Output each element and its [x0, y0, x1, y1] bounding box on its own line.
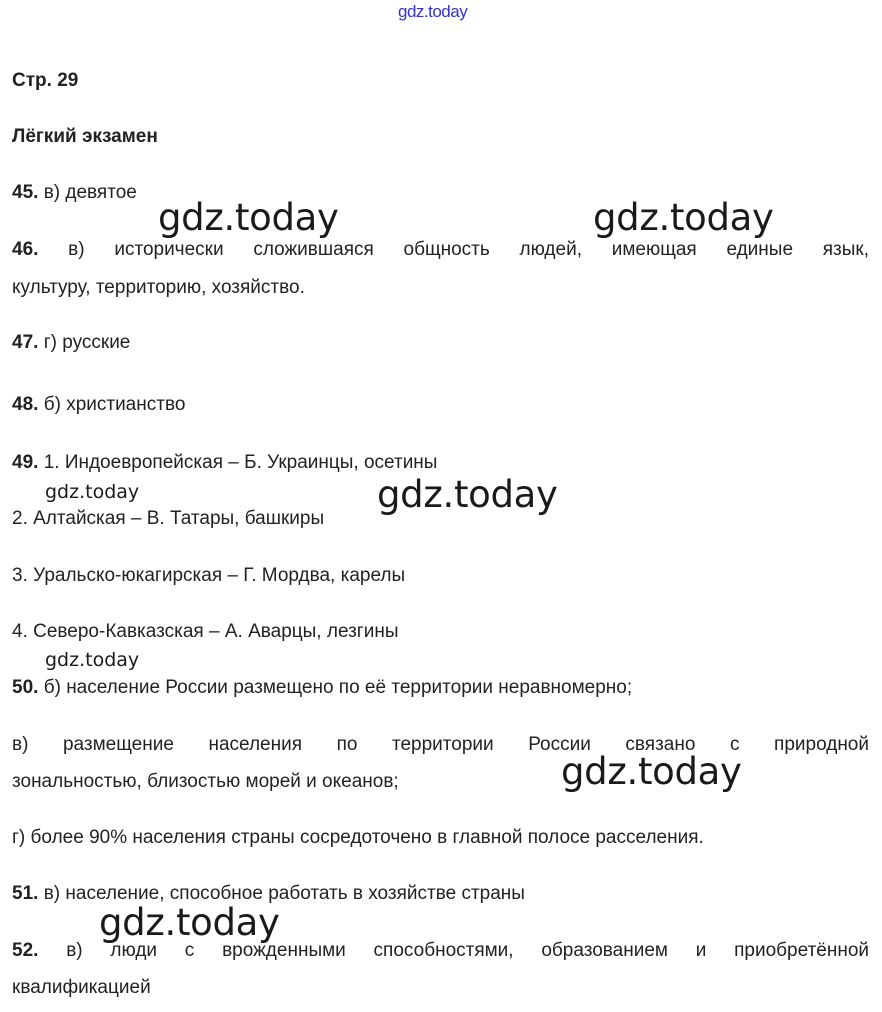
answer-50-g: г) более 90% населения страны сосредоточено в главной полосе расселения. — [12, 827, 704, 848]
answer-number: 50. — [12, 677, 39, 698]
answer-text: в) население, способное работать в хозяйстве страны — [38, 883, 525, 904]
watermark: gdz.today — [593, 196, 774, 239]
section-title: Лёгкий экзамен — [12, 126, 158, 147]
answer-52-line2: квалификацией — [12, 977, 151, 998]
watermark: gdz.today — [561, 750, 742, 793]
answer-45 — [12, 183, 137, 202]
answer-49-item1 — [12, 453, 437, 472]
answer-46-line2: культуру, территорию, хозяйство. — [12, 277, 305, 298]
answer-46-line1 — [12, 240, 869, 259]
watermark: gdz.today — [99, 901, 280, 944]
answer-number: 45. — [12, 182, 39, 203]
answer-number: 48. — [12, 394, 39, 415]
answer-text: в) исторически сложившаяся общность людей, имеющая единые язык, — [68, 239, 869, 260]
answer-text: б) население России размещено по её территории неравномерно; — [38, 677, 633, 698]
answer-text: 1. Индоевропейская – Б. Украинцы, осетины — [38, 452, 438, 473]
page-label: Стр. 29 — [12, 70, 79, 91]
answer-number: 49. — [12, 452, 39, 473]
answer-number: 52. — [12, 940, 39, 961]
watermark: gdz.today — [45, 481, 140, 503]
watermark: gdz.today — [158, 196, 339, 239]
answer-49-item3: 3. Уральско-юкагирская – Г. Мордва, карелы — [12, 565, 406, 586]
answer-48 — [12, 395, 185, 414]
answer-50-v-line2: зональностью, близостью морей и океанов; — [12, 771, 399, 792]
answer-text: г) русские — [38, 332, 131, 353]
answer-text: в) девятое — [38, 182, 137, 203]
answer-text: в) люди с врожденными способностями, образованием и приобретённой — [66, 940, 869, 961]
answer-49-item4: 4. Северо-Кавказская – А. Аварцы, лезгины — [12, 621, 399, 642]
answer-49-item2: 2. Алтайская – В. Татары, башкиры — [12, 508, 325, 529]
answer-50-b — [12, 678, 632, 697]
answer-47 — [12, 333, 130, 352]
top-watermark: gdz.today — [398, 2, 468, 21]
answer-number: 47. — [12, 332, 39, 353]
watermark: gdz.today — [45, 649, 140, 671]
answer-number: 46. — [12, 239, 39, 260]
answer-text: б) христианство — [38, 394, 186, 415]
watermark: gdz.today — [377, 473, 558, 516]
answer-number: 51. — [12, 883, 39, 904]
answer-50-v-line1: в) размещение населения по территории России связано с природной — [12, 734, 869, 755]
